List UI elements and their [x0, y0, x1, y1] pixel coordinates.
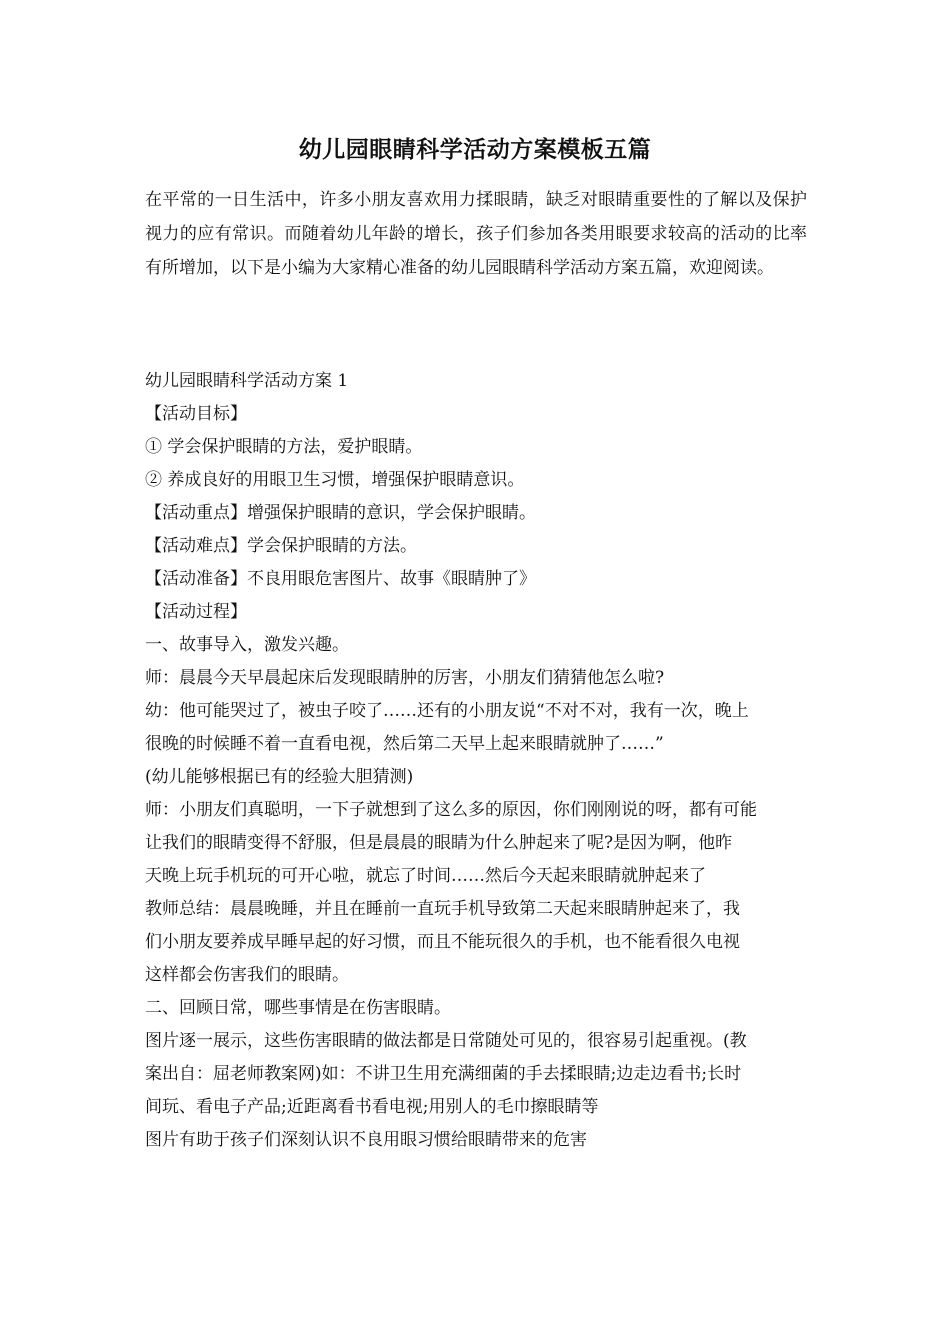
body-line: 【活动目标】: [145, 404, 247, 424]
document-body: [145, 365, 807, 1157]
body-line: 幼：他可能哭过了，被虫子咬了……还有的小朋友说“不对不对，我有一次，晚上: [145, 701, 749, 721]
body-line: 二、回顾日常，哪些事情是在伤害眼睛。: [145, 998, 451, 1018]
body-line: ① 学会保护眼睛的方法，爱护眼睛。: [145, 437, 423, 457]
body-line: 师：晨晨今天早晨起床后发现眼睛肿的厉害，小朋友们猜猜他怎么啦?: [145, 668, 665, 688]
body-line: 【活动难点】学会保护眼睛的方法。: [145, 536, 417, 556]
body-line: 很晚的时候睡不着一直看电视，然后第二天早上起来眼睛就肿了……”: [145, 734, 664, 754]
body-line: 【活动准备】不良用眼危害图片、故事《眼睛肿了》: [145, 569, 536, 589]
body-line: 【活动重点】增强保护眼睛的意识，学会保护眼睛。: [145, 503, 536, 523]
body-line: 案出自：屈老师教案网)如：不讲卫生用充满细菌的手去揉眼睛;边走边看书;长时: [145, 1064, 742, 1084]
body-line: 让我们的眼睛变得不舒服，但是晨晨的眼睛为什么肿起来了呢?是因为啊，他昨: [145, 833, 733, 853]
body-line: 图片逐一展示，这些伤害眼睛的做法都是日常随处可见的，很容易引起重视。(教: [145, 1031, 747, 1051]
body-line: 图片有助于孩子们深刻认识不良用眼习惯给眼睛带来的危害: [145, 1130, 587, 1150]
document-title: 幼儿园眼睛科学活动方案模板五篇: [298, 137, 652, 163]
intro-paragraph: 在平常的一日生活中，许多小朋友喜欢用力揉眼睛，缺乏对眼睛重要性的了解以及保护视力的应有常识。而随着幼儿年龄的增长，孩子们参加各类用眼要求较高的活动的比率有所增加，以下是小编为大家精心准备的幼儿园眼睛科学活动方案五篇，欢迎阅读。: [145, 190, 807, 278]
body-line: ② 养成良好的用眼卫生习惯，增强保护眼睛意识。: [145, 470, 525, 490]
body-line: 【活动过程】: [145, 602, 247, 622]
body-line: 间玩、看电子产品;近距离看书看电视;用别人的毛巾擦眼睛等: [145, 1097, 599, 1117]
body-line: 一、故事导入，激发兴趣。: [145, 635, 349, 655]
body-line: 教师总结：晨晨晚睡，并且在睡前一直玩手机导致第二天起来眼睛肿起来了，我: [145, 899, 740, 919]
body-line: 们小朋友要养成早睡早起的好习惯，而且不能玩很久的手机，也不能看很久电视: [145, 932, 740, 952]
body-line: (幼儿能够根据已有的经验大胆猜测): [145, 767, 414, 787]
body-line: 师：小朋友们真聪明，一下子就想到了这么多的原因，你们刚刚说的呀，都有可能: [145, 800, 757, 820]
body-line: 天晚上玩手机玩的可开心啦，就忘了时间……然后今天起来眼睛就肿起来了: [145, 866, 706, 886]
body-line: 这样都会伤害我们的眼睛。: [145, 965, 349, 985]
section-heading: 幼儿园眼睛科学活动方案 1: [145, 371, 349, 391]
